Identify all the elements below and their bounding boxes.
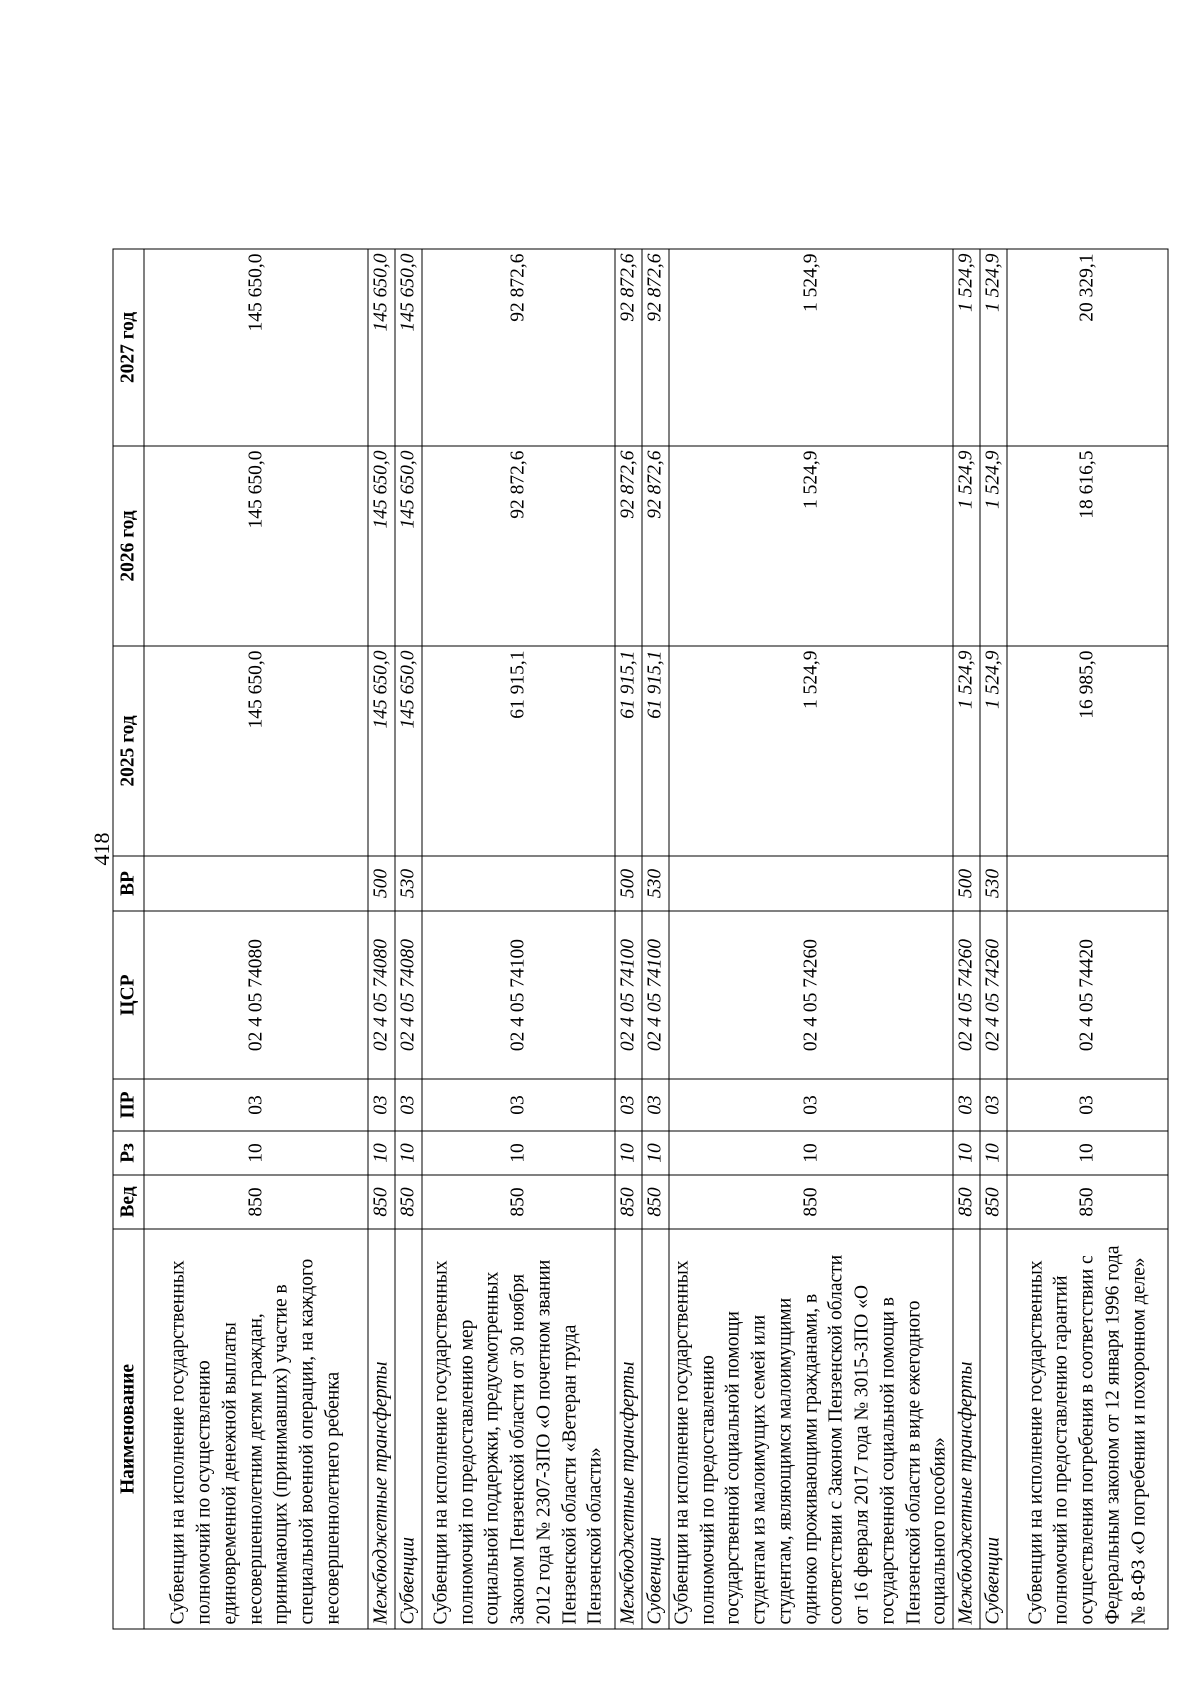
cell-csr: 02 4 05 74080 bbox=[395, 911, 422, 1079]
cell-rz: 10 bbox=[144, 1131, 368, 1175]
table-row bbox=[368, 249, 395, 1629]
cell-pr: 03 bbox=[669, 1079, 953, 1131]
cell-vr: 530 bbox=[395, 856, 422, 911]
cell-2025: 145 650,0 bbox=[368, 646, 395, 856]
cell-csr: 02 4 05 74260 bbox=[953, 911, 980, 1079]
cell-name: Субвенции на исполнение государственных полномочий по предоставлению мер социальной поддержки, предусмотренных Законом Пензенской области от 30 ноября 2012 года № 2307-ЗПО «О почетном звании Пензенской области «Ветеран труда Пензенской области» bbox=[422, 1229, 615, 1629]
cell-ved: 850 bbox=[1007, 1175, 1168, 1229]
cell-ved: 850 bbox=[953, 1175, 980, 1229]
cell-2026: 145 650,0 bbox=[144, 446, 368, 646]
cell-csr: 02 4 05 74080 bbox=[368, 911, 395, 1079]
cell-name: Субвенции bbox=[642, 1229, 669, 1629]
cell-vr: 500 bbox=[615, 856, 642, 911]
cell-ved: 850 bbox=[395, 1175, 422, 1229]
cell-2027: 145 650,0 bbox=[144, 249, 368, 446]
cell-rz: 10 bbox=[953, 1131, 980, 1175]
cell-2027: 1 524,9 bbox=[980, 249, 1007, 446]
cell-csr: 02 4 05 74260 bbox=[980, 911, 1007, 1079]
budget-table bbox=[113, 249, 1169, 1630]
cell-csr: 02 4 05 74100 bbox=[422, 911, 615, 1079]
cell-2026: 1 524,9 bbox=[669, 446, 953, 646]
cell-2027: 92 872,6 bbox=[422, 249, 615, 446]
table-row bbox=[144, 249, 368, 1629]
table-row bbox=[395, 249, 422, 1629]
cell-rz: 10 bbox=[615, 1131, 642, 1175]
cell-2026: 92 872,6 bbox=[615, 446, 642, 646]
table-row bbox=[642, 249, 669, 1629]
cell-2026: 145 650,0 bbox=[368, 446, 395, 646]
cell-pr: 03 bbox=[368, 1079, 395, 1131]
cell-2025: 61 915,1 bbox=[642, 646, 669, 856]
cell-ved: 850 bbox=[669, 1175, 953, 1229]
cell-rz: 10 bbox=[669, 1131, 953, 1175]
header-csr: ЦСР bbox=[113, 911, 144, 1079]
cell-2027: 145 650,0 bbox=[395, 249, 422, 446]
cell-2027: 1 524,9 bbox=[953, 249, 980, 446]
cell-rz: 10 bbox=[422, 1131, 615, 1175]
cell-2025: 1 524,9 bbox=[953, 646, 980, 856]
cell-ved: 850 bbox=[615, 1175, 642, 1229]
header-ved: Вед bbox=[113, 1175, 144, 1229]
cell-name: Межбюджетные трансферты bbox=[953, 1229, 980, 1629]
cell-csr: 02 4 05 74080 bbox=[144, 911, 368, 1079]
cell-csr: 02 4 05 74260 bbox=[669, 911, 953, 1079]
table-header-row bbox=[113, 249, 144, 1629]
cell-pr: 03 bbox=[642, 1079, 669, 1131]
cell-ved: 850 bbox=[980, 1175, 1007, 1229]
cell-2027: 1 524,9 bbox=[669, 249, 953, 446]
cell-2025: 145 650,0 bbox=[395, 646, 422, 856]
table-row bbox=[953, 249, 980, 1629]
header-name: Наименование bbox=[113, 1229, 144, 1629]
cell-2026: 92 872,6 bbox=[642, 446, 669, 646]
cell-2026: 1 524,9 bbox=[953, 446, 980, 646]
cell-pr: 03 bbox=[422, 1079, 615, 1131]
cell-name: Субвенции bbox=[395, 1229, 422, 1629]
cell-pr: 03 bbox=[1007, 1079, 1168, 1131]
cell-pr: 03 bbox=[395, 1079, 422, 1131]
cell-vr bbox=[1007, 856, 1168, 911]
cell-2027: 145 650,0 bbox=[368, 249, 395, 446]
cell-2025: 145 650,0 bbox=[144, 646, 368, 856]
table-row bbox=[980, 249, 1007, 1629]
cell-2026: 18 616,5 bbox=[1007, 446, 1168, 646]
cell-name: Субвенции на исполнение государственных полномочий по предоставлению гарантий осуществления погребения в соответствии с Федеральным законом от 12 января 1996 года № 8-ФЗ «О погребении и похоронном деле» bbox=[1007, 1229, 1168, 1629]
cell-rz: 10 bbox=[395, 1131, 422, 1175]
cell-ved: 850 bbox=[642, 1175, 669, 1229]
cell-csr: 02 4 05 74420 bbox=[1007, 911, 1168, 1079]
cell-rz: 10 bbox=[1007, 1131, 1168, 1175]
cell-2027: 92 872,6 bbox=[615, 249, 642, 446]
cell-2026: 145 650,0 bbox=[395, 446, 422, 646]
cell-name: Субвенции bbox=[980, 1229, 1007, 1629]
cell-pr: 03 bbox=[980, 1079, 1007, 1131]
cell-name: Межбюджетные трансферты bbox=[615, 1229, 642, 1629]
header-rz: Рз bbox=[113, 1131, 144, 1175]
cell-csr: 02 4 05 74100 bbox=[615, 911, 642, 1079]
cell-pr: 03 bbox=[144, 1079, 368, 1131]
cell-name: Субвенции на исполнение государственных полномочий по предоставлению государственной социальной помощи студентам из малоимущих семей или студентам, являющимся малоимущими одиноко проживающими гражданами, в соответствии с Законом Пензенской области от 16 февраля 2017 года № 3015-ЗПО «О государственной социальной помощи в Пензенской области в виде ежегодного социального пособия» bbox=[669, 1229, 953, 1629]
cell-ved: 850 bbox=[422, 1175, 615, 1229]
cell-rz: 10 bbox=[642, 1131, 669, 1175]
table-row bbox=[1007, 249, 1168, 1629]
cell-rz: 10 bbox=[368, 1131, 395, 1175]
cell-2026: 92 872,6 bbox=[422, 446, 615, 646]
cell-vr: 530 bbox=[980, 856, 1007, 911]
cell-2025: 1 524,9 bbox=[669, 646, 953, 856]
cell-2025: 16 985,0 bbox=[1007, 646, 1168, 856]
header-2025: 2025 год bbox=[113, 646, 144, 856]
cell-name: Субвенции на исполнение государственных полномочий по осуществлению единовременной денежной выплаты несовершеннолетним детям граждан, принимающих (принимавших) участие в специальной военной операции, на каждого несовершеннолетнего ребенка bbox=[144, 1229, 368, 1629]
cell-pr: 03 bbox=[615, 1079, 642, 1131]
cell-pr: 03 bbox=[953, 1079, 980, 1131]
rotated-table-container bbox=[113, 250, 1150, 1630]
cell-vr bbox=[144, 856, 368, 911]
header-2026: 2026 год bbox=[113, 446, 144, 646]
cell-2025: 1 524,9 bbox=[980, 646, 1007, 856]
header-2027: 2027 год bbox=[113, 249, 144, 446]
cell-vr bbox=[669, 856, 953, 911]
cell-csr: 02 4 05 74100 bbox=[642, 911, 669, 1079]
cell-2027: 92 872,6 bbox=[642, 249, 669, 446]
table-row bbox=[422, 249, 615, 1629]
cell-2025: 61 915,1 bbox=[422, 646, 615, 856]
cell-vr: 500 bbox=[953, 856, 980, 911]
cell-2027: 20 329,1 bbox=[1007, 249, 1168, 446]
cell-vr: 500 bbox=[368, 856, 395, 911]
header-pr: ПР bbox=[113, 1079, 144, 1131]
table-row bbox=[615, 249, 642, 1629]
cell-2025: 61 915,1 bbox=[615, 646, 642, 856]
page-number: 418 bbox=[89, 832, 114, 866]
cell-name: Межбюджетные трансферты bbox=[368, 1229, 395, 1629]
cell-vr: 530 bbox=[642, 856, 669, 911]
cell-ved: 850 bbox=[144, 1175, 368, 1229]
cell-2026: 1 524,9 bbox=[980, 446, 1007, 646]
table-row bbox=[669, 249, 953, 1629]
cell-rz: 10 bbox=[980, 1131, 1007, 1175]
header-vr: ВР bbox=[113, 856, 144, 911]
cell-vr bbox=[422, 856, 615, 911]
cell-ved: 850 bbox=[368, 1175, 395, 1229]
